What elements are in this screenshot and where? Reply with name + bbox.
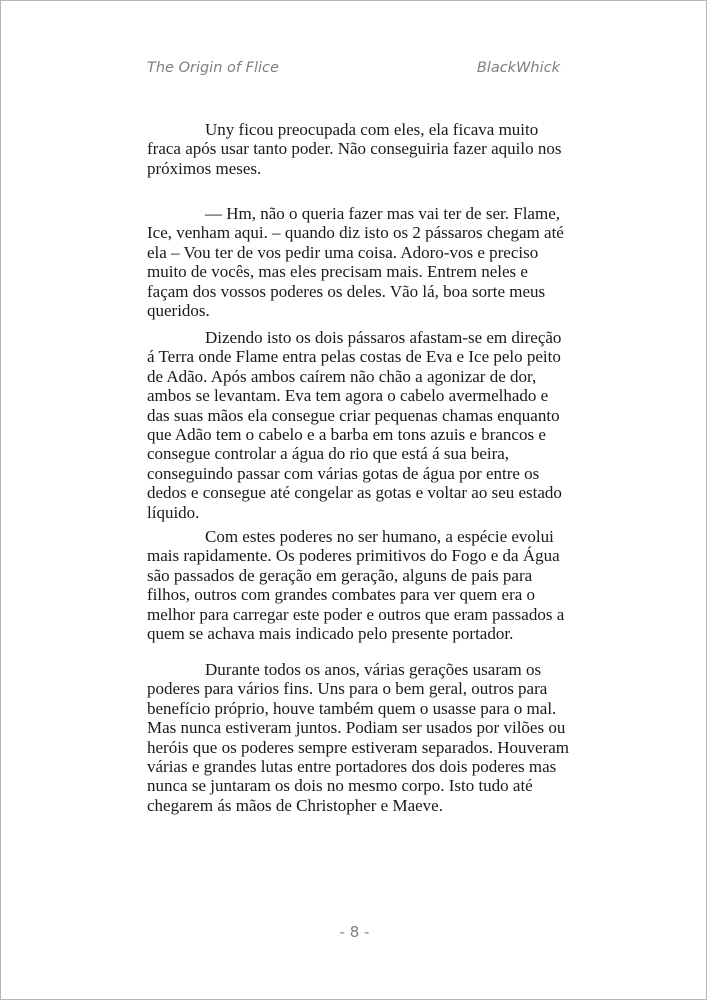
text-line: consegue controlar a água do rio que está á sua beira,	[147, 444, 510, 464]
paragraph	[147, 204, 567, 320]
text-line: mais rapidamente. Os poderes primitivos do Fogo e da Água	[147, 546, 560, 566]
text-line: próximos meses.	[147, 158, 262, 178]
text-line: poderes para vários fins. Uns para o bem geral, outros para	[147, 679, 548, 699]
text-line: nunca se juntaram os dois no mesmo corpo. Isto tudo até	[147, 776, 533, 796]
text-line: de Adão. Após ambos caírem não chão a agonizar de dor,	[147, 366, 537, 386]
text-line: benefício próprio, houve também quem o usasse para o mal.	[147, 698, 557, 718]
paragraph	[147, 328, 567, 522]
header-book-title: The Origin of Flice	[147, 60, 279, 76]
text-line: muito de vocês, mas eles precisam mais. Entrem neles e	[147, 262, 528, 282]
text-line: dedos e consegue até congelar as gotas e voltar ao seu estado	[147, 483, 562, 503]
text-line: ambos se levantam. Eva tem agora o cabelo avermelhado e	[147, 386, 549, 406]
text-line: Dizendo isto os dois pássaros afastam-se em direção	[205, 328, 562, 347]
text-line: conseguindo passar com várias gotas de água por entre os	[147, 463, 540, 483]
paragraph	[147, 660, 570, 815]
text-line: Durante todos os anos, várias gerações usaram os	[205, 660, 542, 679]
text-line: que Adão tem o cabelo e a barba em tons azuis e brancos e	[147, 425, 546, 445]
text-line: queridos.	[147, 301, 210, 321]
text-line: chegarem ás mãos de Christopher e Maeve.	[147, 795, 443, 815]
text-line: — Hm, não o queria fazer mas vai ter de ser. Flame,	[205, 204, 560, 223]
text-line: várias e grandes lutas entre portadores dos dois poderes mas	[147, 757, 557, 777]
text-line: Ice, venham aqui. – quando diz isto os 2 pássaros chegam até	[147, 223, 564, 243]
text-line: heróis que os poderes sempre estiveram separados. Houveram	[147, 737, 570, 757]
text-line: Mas nunca estiveram juntos. Podiam ser usados por vilões ou	[147, 718, 566, 738]
page-number: - 8 -	[339, 923, 370, 941]
text-line: Uny ficou preocupada com eles, ela ficava muito	[205, 120, 539, 139]
text-line: são passados de geração em geração, alguns de pais para	[147, 565, 533, 585]
text-line: das suas mãos ela consegue criar pequenas chamas enquanto	[147, 405, 560, 425]
text-line: ela – Vou ter de vos pedir uma coisa. Adoro-vos e preciso	[147, 242, 539, 262]
text-line: Com estes poderes no ser humano, a espécie evolui	[205, 527, 554, 546]
text-line: quem se achava mais indicado pelo presente portador.	[147, 624, 514, 644]
paragraph	[147, 527, 567, 643]
text-line: á Terra onde Flame entra pelas costas de Eva e Ice pelo peito	[147, 347, 561, 367]
text-line: fraca após usar tanto poder. Não conseguiria fazer aquilo nos	[147, 139, 562, 159]
text-line: façam dos vossos poderes os deles. Vão lá, boa sorte meus	[147, 281, 546, 301]
text-line: filhos, outros com grandes combates para ver quem era o	[147, 585, 536, 605]
paragraph	[147, 120, 567, 178]
text-line: líquido.	[147, 502, 200, 522]
header-author: BlackWhick	[476, 60, 560, 76]
text-line: melhor para carregar este poder e outros que eram passados a	[147, 604, 565, 624]
